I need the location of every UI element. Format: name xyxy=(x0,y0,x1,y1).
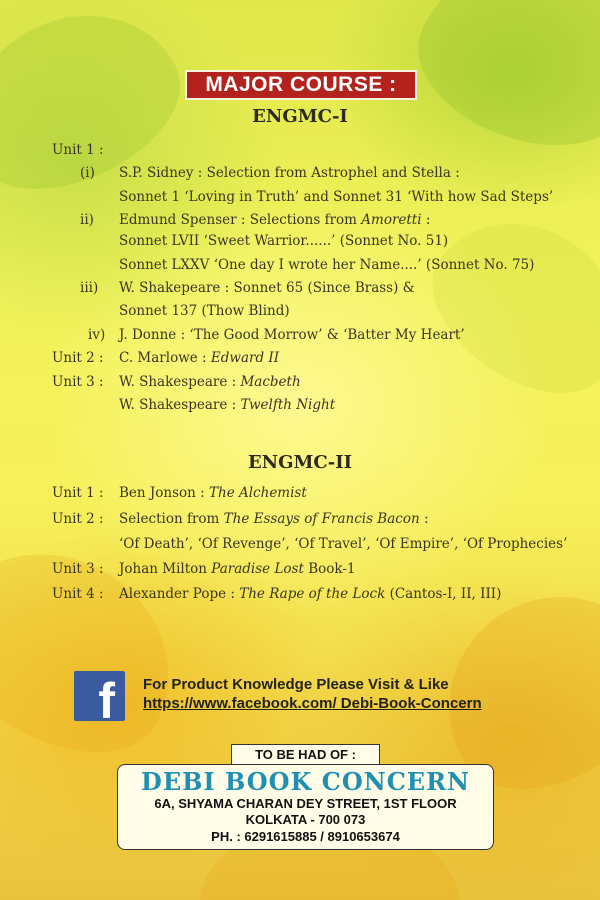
unit-label: Unit 4 : xyxy=(52,586,104,602)
work-title: Amoretti xyxy=(361,212,422,228)
unit-text-plain: Alexander Pope : xyxy=(119,586,240,602)
unit-text-after: Book-1 xyxy=(303,561,356,577)
unit-text xyxy=(119,349,279,367)
item-label: iv) xyxy=(88,327,106,343)
item-label: ii) xyxy=(80,212,94,228)
unit-text-plain: Johan Milton xyxy=(119,561,212,577)
unit-text xyxy=(119,396,335,414)
unit-text xyxy=(119,510,429,528)
course-title-engmc-1: ENGMC-I xyxy=(252,106,348,127)
unit-text-plain: W. Shakespeare : xyxy=(119,374,241,390)
work-title: Edward II xyxy=(210,350,280,366)
publisher-name: DEBI BOOK CONCERN xyxy=(141,767,470,796)
item-label: (i) xyxy=(80,165,95,181)
course-title-engmc-2: ENGMC-II xyxy=(247,452,353,473)
unit-text: Sonnet 1 ‘Loving in Truth’ and Sonnet 31 ‘With how Sad Steps’ xyxy=(119,189,554,205)
publisher-address: 6A, SHYAMA CHARAN DEY STREET, 1ST FLOOR xyxy=(154,796,457,811)
unit-text-plain: Selection from xyxy=(119,511,224,527)
unit-text xyxy=(119,484,307,502)
unit-text: W. Shakepeare : Sonnet 65 (Since Brass) & xyxy=(119,280,415,296)
unit-text-after: : xyxy=(421,212,431,228)
background-petal xyxy=(398,0,600,172)
unit-text: J. Donne : ‘The Good Morrow’ & ‘Batter My Heart’ xyxy=(119,327,465,343)
unit-text-plain: Edmund Spenser : Selections from xyxy=(119,212,362,228)
unit-text: Sonnet LVII ‘Sweet Warrior......’ (Sonnet No. 51) xyxy=(119,233,449,249)
work-title: The Alchemist xyxy=(209,485,307,501)
publisher-city: KOLKATA - 700 073 xyxy=(245,812,366,827)
facebook-icon[interactable]: f xyxy=(74,671,125,721)
unit-text-after: : xyxy=(419,511,429,527)
work-title: Paradise Lost xyxy=(211,561,304,577)
item-label: iii) xyxy=(80,280,99,296)
unit-text xyxy=(119,373,301,391)
publisher-box xyxy=(117,764,494,850)
background-petal xyxy=(0,512,212,788)
unit-label: Unit 1 : xyxy=(52,142,104,158)
unit-label: Unit 3 : xyxy=(52,561,104,577)
facebook-promo-text: For Product Knowledge Please Visit & Like xyxy=(143,676,449,693)
work-title: The Rape of the Lock xyxy=(239,586,386,602)
unit-label: Unit 1 : xyxy=(52,485,104,501)
unit-text-plain: Ben Jonson : xyxy=(119,485,210,501)
unit-text: S.P. Sidney : Selection from Astrophel and Stella : xyxy=(119,165,460,181)
unit-text xyxy=(119,560,355,578)
unit-text: Sonnet LXXV ‘One day I wrote her Name....’ (Sonnet No. 75) xyxy=(119,257,535,273)
major-course-heading: MAJOR COURSE : xyxy=(185,70,417,100)
unit-text: ‘Of Death’, ‘Of Revenge’, ‘Of Travel’, ‘Of Empire’, ‘Of Prophecies’ xyxy=(119,536,568,552)
publisher-phone: PH. : 6291615885 / 8910653674 xyxy=(211,829,400,844)
unit-text: Sonnet 137 (Thow Blind) xyxy=(119,303,290,319)
work-title: Macbeth xyxy=(240,374,301,390)
facebook-link[interactable]: https://www.facebook.com/ Debi-Book-Concern xyxy=(143,695,482,712)
work-title: The Essays of Francis Bacon xyxy=(223,511,420,527)
work-title: Twelfth Night xyxy=(240,397,336,413)
background-petal xyxy=(405,186,600,424)
unit-text-plain: C. Marlowe : xyxy=(119,350,211,366)
unit-label: Unit 2 : xyxy=(52,350,104,366)
unit-text-plain: W. Shakespeare : xyxy=(119,397,241,413)
unit-label: Unit 3 : xyxy=(52,374,104,390)
unit-label: Unit 2 : xyxy=(52,511,104,527)
unit-text xyxy=(119,211,430,229)
unit-text xyxy=(119,585,501,603)
to-be-had-of-label: TO BE HAD OF : xyxy=(231,744,380,766)
unit-text-after: (Cantos-I, II, III) xyxy=(385,586,502,602)
